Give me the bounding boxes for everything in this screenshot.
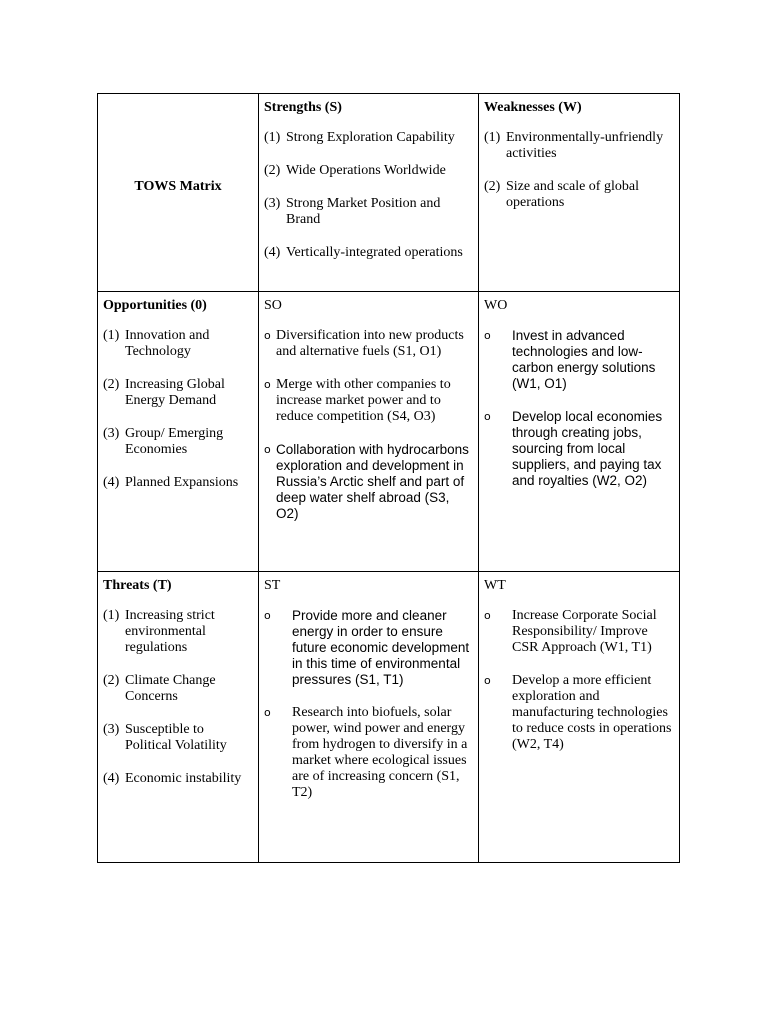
item-text: Wide Operations Worldwide: [286, 163, 446, 178]
item-text: Provide more and cleaner energy in order to ensure future economic development in this time of environmental pressures (S1, T1): [292, 608, 470, 687]
list-item: [484, 179, 674, 211]
table-row: [98, 292, 680, 572]
item-number: (3): [103, 722, 120, 737]
item-number: (1): [103, 328, 120, 343]
list-item: [103, 475, 253, 491]
tows-matrix-cell: [98, 94, 259, 292]
threats-header: Threats (T): [103, 578, 172, 593]
item-text: Size and scale of global operations: [506, 179, 639, 210]
list-item: [264, 377, 473, 425]
weaknesses-list: [484, 130, 674, 211]
bullet-icon: o: [264, 329, 271, 342]
wo-header: WO: [484, 298, 508, 313]
list-item: [264, 163, 473, 179]
so-list: [264, 328, 473, 522]
so-strategies-cell: [259, 292, 479, 572]
table-row: [98, 572, 680, 863]
item-number: (1): [264, 130, 281, 145]
item-text: Planned Expansions: [125, 475, 239, 490]
list-item: [264, 328, 473, 360]
wt-strategies-cell: [479, 572, 680, 863]
item-text: Climate Change Concerns: [125, 673, 216, 704]
item-text: Vertically-integrated operations: [286, 245, 463, 260]
item-number: (2): [264, 163, 281, 178]
list-item: [484, 130, 674, 162]
item-number: (1): [484, 130, 501, 145]
item-text: Increasing strict environmental regulations: [125, 608, 215, 655]
item-text: Invest in advanced technologies and low-carbon energy solutions (W1, O1): [512, 328, 656, 391]
st-strategies-cell: [259, 572, 479, 863]
item-text: Diversification into new products and alternative fuels (S1, O1): [276, 328, 464, 359]
list-item: [264, 608, 473, 688]
item-text: Develop local economies through creating jobs, sourcing from local suppliers, and paying tax and royalties (W2, O2): [512, 409, 663, 488]
item-text: Susceptible to Political Volatility: [125, 722, 227, 753]
item-number: (3): [103, 426, 120, 441]
wt-header: WT: [484, 578, 506, 593]
item-text: Group/ Emerging Economies: [125, 426, 224, 457]
threats-cell: [98, 572, 259, 863]
bullet-icon: o: [264, 443, 271, 456]
item-text: Merge with other companies to increase market power and to reduce competition (S4, O3): [276, 377, 451, 424]
bullet-icon: o: [264, 378, 271, 391]
item-number: (2): [103, 673, 120, 688]
item-number: (4): [103, 475, 120, 490]
list-item: [264, 130, 473, 146]
wt-list: [484, 608, 674, 753]
bullet-icon: o: [484, 674, 491, 687]
tows-matrix-table: [97, 93, 680, 863]
item-number: (2): [103, 377, 120, 392]
bullet-icon: o: [484, 410, 491, 423]
item-text: Collaboration with hydrocarbons exploration and development in Russia’s Arctic shelf and part of deep water shelf abroad (S3, O2): [276, 442, 469, 521]
list-item: [103, 608, 253, 656]
bullet-icon: o: [484, 609, 491, 622]
list-item: [264, 705, 473, 801]
tows-matrix-title: TOWS Matrix: [134, 178, 222, 194]
strengths-cell: [259, 94, 479, 292]
item-text: Increasing Global Energy Demand: [125, 377, 225, 408]
bullet-icon: o: [264, 609, 271, 622]
opportunities-header: Opportunities (0): [103, 298, 207, 313]
list-item: [484, 608, 674, 656]
list-item: [264, 442, 473, 522]
item-text: Increase Corporate Social Responsibility/ Improve CSR Approach (W1, T1): [512, 608, 657, 655]
item-text: Strong Exploration Capability: [286, 130, 455, 145]
list-item: [103, 377, 253, 409]
threats-list: [103, 608, 253, 787]
item-number: (4): [103, 771, 120, 786]
item-number: (2): [484, 179, 501, 194]
table-row: [98, 94, 680, 292]
item-text: Innovation and Technology: [125, 328, 210, 359]
list-item: [484, 673, 674, 753]
bullet-icon: o: [484, 329, 491, 342]
opportunities-list: [103, 328, 253, 491]
item-number: (4): [264, 245, 281, 260]
item-text: Develop a more efficient exploration and manufacturing technologies to reduce costs in operations (W2, T4): [512, 673, 672, 752]
list-item: [103, 722, 253, 754]
wo-strategies-cell: [479, 292, 680, 572]
strengths-header: Strengths (S): [264, 100, 342, 115]
item-number: (1): [103, 608, 120, 623]
wo-list: [484, 328, 674, 489]
list-item: [103, 426, 253, 458]
st-header: ST: [264, 578, 281, 593]
strengths-list: [264, 130, 473, 261]
so-header: SO: [264, 298, 282, 313]
list-item: [103, 673, 253, 705]
list-item: [484, 409, 674, 489]
list-item: [264, 245, 473, 261]
list-item: [264, 196, 473, 228]
weaknesses-header: Weaknesses (W): [484, 100, 582, 115]
list-item: [103, 328, 253, 360]
list-item: [484, 328, 674, 392]
item-number: (3): [264, 196, 281, 211]
item-text: Economic instability: [125, 771, 242, 786]
item-text: Environmentally-unfriendly activities: [506, 130, 664, 161]
opportunities-cell: [98, 292, 259, 572]
st-list: [264, 608, 473, 801]
item-text: Strong Market Position and Brand: [286, 196, 441, 227]
item-text: Research into biofuels, solar power, wind power and energy from hydrogen to diversify in a market where ecological issues are of increasing concern (S1, T2): [292, 705, 468, 800]
bullet-icon: o: [264, 706, 271, 719]
list-item: [103, 771, 253, 787]
weaknesses-cell: [479, 94, 680, 292]
